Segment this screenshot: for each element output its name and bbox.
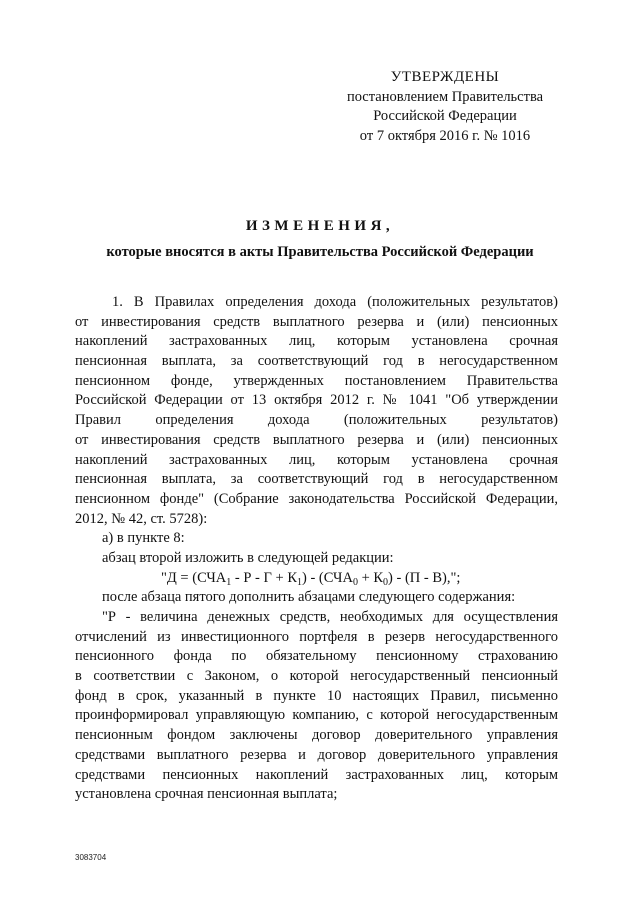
text-line: 1. В Правилах определения дохода (положительных результатов) <box>112 294 558 310</box>
text-line: Российской Федерации от 13 октября 2012 г. № 1041 "Об утверждении <box>75 392 558 409</box>
approval-block <box>330 68 560 146</box>
text-line: отчислений из инвестиционного портфеля в резерв негосударственного <box>75 628 558 645</box>
text-line: в соответствии с Законом, о которой негосударственный пенсионный <box>75 668 558 685</box>
text-line: пенсионным фондом заключены договор доверительного управления <box>75 727 558 744</box>
text-line: установлена срочная пенсионная выплата; <box>75 786 338 803</box>
document-subtitle: которые вносятся в акты Правительства Российской Федерации <box>106 244 534 260</box>
text-line: 2012, № 42, ст. 5728): <box>75 510 208 527</box>
text-line: средствами выплатного резерва и договор доверительного управления <box>75 746 558 763</box>
text-line: от инвестирования средств выплатного резерва и (или) пенсионных <box>75 313 558 330</box>
approval-line-1: постановлением Правительства <box>346 88 544 105</box>
text-line: пенсионном фонде, утвержденных постановлением Правительства <box>75 372 558 389</box>
text-line: пенсионного фонда по обязательному пенсионному страхованию <box>75 648 558 665</box>
document-title: ИЗМЕНЕНИЯ, <box>245 218 395 234</box>
text-line: абзац второй изложить в следующей редакции: <box>102 549 394 566</box>
text-line: проинформировал управляющую компанию, с которой негосударственным <box>75 707 558 724</box>
text-line: от инвестирования средств выплатного резерва и (или) пенсионных <box>75 431 558 448</box>
text-line: Правил определения дохода (положительных результатов) <box>75 412 558 429</box>
text-line: пенсионном фонде" (Собрание законодательства Российской Федерации, <box>75 490 558 507</box>
formula: "$Д = (СЧА_1 - Р - Г + К_1) - (СЧА_0 + К_0) - (П - В)$,"; <box>161 569 461 588</box>
text-line: пенсионная выплата, за соответствующий год в негосударственном <box>75 471 558 488</box>
text-line: пенсионная выплата, за соответствующий год в негосударственном <box>75 353 558 370</box>
text-line: "Р - величина денежных средств, необходимых для осуществления <box>102 609 558 625</box>
text-line: а) в пункте 8: <box>102 530 185 547</box>
document-body <box>75 293 558 805</box>
text-line: после абзаца пятого дополнить абзацами следующего содержания: <box>102 589 516 606</box>
text-line: накоплений застрахованных лиц, которым установлена срочная <box>75 333 558 350</box>
document-number: 3083704 <box>75 853 107 862</box>
text-line: фонд в срок, указанный в пункте 10 настоящих Правил, письменно <box>75 687 558 704</box>
approval-heading: УТВЕРЖДЕНЫ <box>390 69 500 85</box>
approval-line-2: Российской Федерации <box>373 108 517 124</box>
approval-line-3: от 7 октября 2016 г. № 1016 <box>359 127 531 144</box>
text-line: средствами пенсионных накоплений застрахованных лиц, которым <box>75 766 558 783</box>
text-line: накоплений застрахованных лиц, которым установлена срочная <box>75 451 558 468</box>
